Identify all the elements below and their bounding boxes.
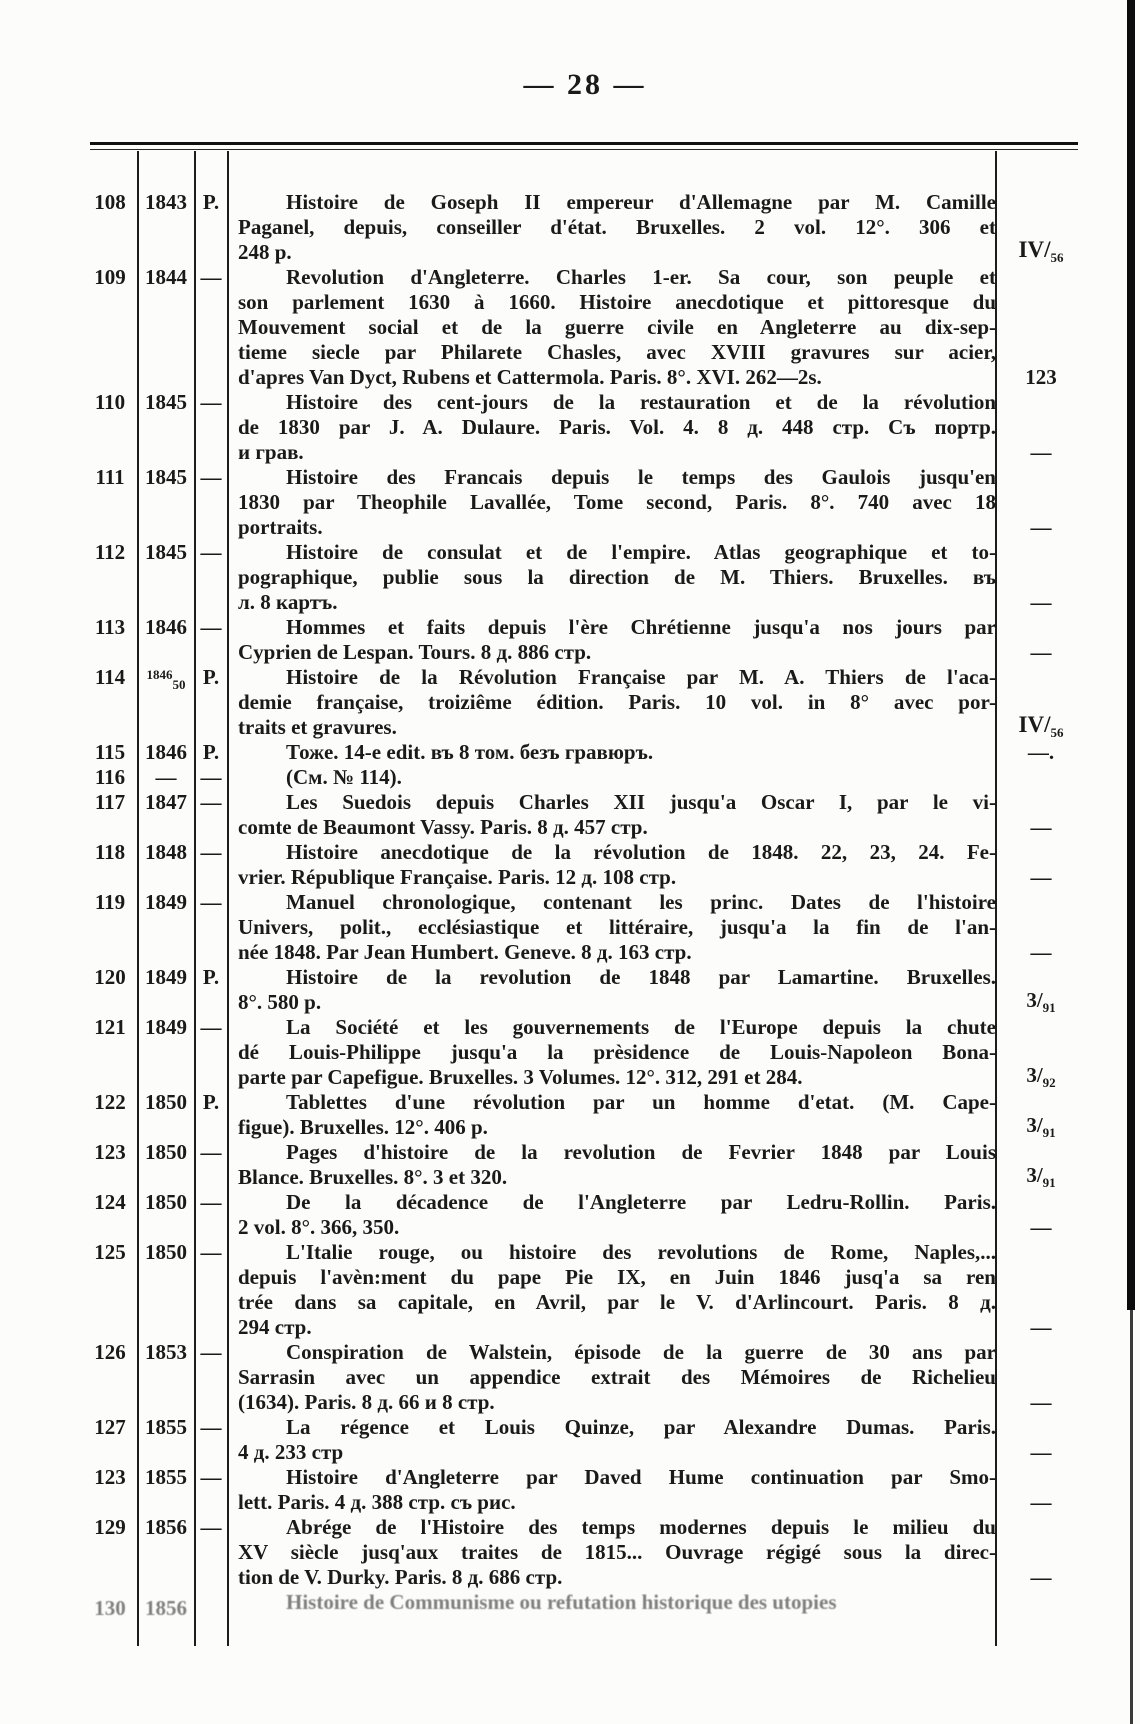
- entry-description: [238, 1190, 996, 1240]
- entry-year: 1845: [145, 465, 187, 489]
- shelf-mark-subscript: 56: [1050, 250, 1064, 265]
- table-top-rule-thin: [90, 149, 1078, 150]
- entry-description: [238, 615, 996, 665]
- entry-number: 122: [94, 1090, 126, 1114]
- entry-ownership-flag: —: [200, 890, 222, 914]
- entry-ownership-flag: —: [200, 790, 222, 814]
- entry-description-line: Histoire de consulat et de l'empire. Atlas geographique et to-: [286, 540, 996, 564]
- shelf-mark-main: —: [1030, 515, 1052, 539]
- entry-year: 1846: [145, 740, 187, 764]
- shelf-mark-subscript: 56: [1050, 725, 1064, 740]
- entry-description-line: Histoire d'Angleterre par Daved Hume continuation par Smo-: [286, 1465, 996, 1489]
- catalog-entry-row: [0, 465, 1140, 540]
- entry-number: 120: [94, 965, 126, 989]
- entry-shelf-mark: [1000, 590, 1082, 615]
- shelf-mark-main: —: [1030, 440, 1052, 464]
- entry-year: 1843: [145, 190, 187, 214]
- entry-year: 1850: [145, 1240, 187, 1264]
- entry-description-line: (См. № 114).: [286, 765, 402, 789]
- entry-number: 121: [94, 1015, 126, 1039]
- entry-shelf-mark: [1000, 1565, 1082, 1590]
- entry-ownership-flag: —: [200, 765, 222, 789]
- shelf-mark-subscript: 91: [1042, 1175, 1056, 1190]
- entry-description-line: Univers, polit., ecclésiastique et littéraire, jusqu'a la fin de l'an-: [238, 915, 996, 939]
- shelf-mark-main: IV/: [1018, 237, 1051, 262]
- entry-description-line: Тоже. 14-е edit. въ 8 том. безъ гравюръ.: [286, 740, 654, 764]
- entry-number: 118: [94, 840, 126, 864]
- shelf-mark-main: —: [1030, 1490, 1052, 1514]
- entry-number: 114: [94, 665, 126, 689]
- catalog-entry-row: [0, 1465, 1140, 1515]
- entry-number: 111: [95, 465, 125, 489]
- entry-description-line: Hommes et faits depuis l'ère Chrétienne jusqu'a nos jours par: [286, 615, 996, 639]
- shelf-mark-main: —: [1030, 640, 1052, 664]
- entry-description: [238, 1515, 996, 1590]
- shelf-mark-main: —: [1030, 940, 1052, 964]
- entry-description-line: Histoire de la revolution de 1848 par Lamartine. Bruxelles.: [286, 965, 996, 989]
- entry-description-line: vrier. République Française. Paris. 12 д. 108 стр.: [238, 865, 677, 889]
- entry-number: 117: [94, 790, 126, 814]
- entry-year: 1850: [145, 1140, 187, 1164]
- entry-description-line: née 1848. Par Jean Humbert. Geneve. 8 д. 163 стр.: [238, 940, 692, 964]
- shelf-mark-main: —: [1030, 1315, 1052, 1339]
- entry-ownership-flag: —: [200, 1190, 222, 1214]
- entry-ownership-flag: P.: [202, 1090, 220, 1114]
- entry-year: 1845: [145, 540, 187, 564]
- catalog-entry-row: [0, 615, 1140, 665]
- entry-description: [238, 540, 996, 615]
- entry-description-line: Manuel chronologique, contenant les princ. Dates de l'histoire: [286, 890, 996, 914]
- entry-number: 109: [94, 265, 126, 289]
- entry-ownership-flag: P.: [202, 190, 220, 214]
- catalog-entry-row: [0, 1240, 1140, 1340]
- catalog-entry-row: [0, 265, 1140, 390]
- entry-description-line: 8°. 580 p.: [238, 990, 322, 1014]
- entry-shelf-mark: [1000, 515, 1082, 540]
- entry-description-line: XV siècle jusq'aux traites de 1815... Ouvrage régigé sous la direc-: [238, 1540, 996, 1564]
- entry-description-line: portraits.: [238, 515, 323, 539]
- entry-ownership-flag: —: [200, 1015, 222, 1039]
- entry-number: 130: [94, 1596, 126, 1620]
- shelf-mark-main: 123: [1025, 365, 1057, 389]
- entry-number: 113: [94, 615, 126, 639]
- shelf-mark-main: 3/: [1026, 1063, 1043, 1087]
- entry-year: 1846: [145, 615, 187, 639]
- entry-number: 108: [94, 190, 126, 214]
- entry-number: 126: [94, 1340, 126, 1364]
- entry-description: [238, 1465, 996, 1515]
- entry-description: [238, 1090, 996, 1140]
- shelf-mark-main: —: [1030, 865, 1052, 889]
- entry-description-line: comte de Beaumont Vassy. Paris. 8 д. 457 стр.: [238, 815, 648, 839]
- entry-shelf-mark: [1000, 712, 1082, 740]
- entry-description: [238, 965, 996, 1015]
- entry-number: 127: [94, 1415, 126, 1439]
- entry-year: 1853: [145, 1340, 187, 1364]
- entry-description-line: 2 vol. 8°. 366, 350.: [238, 1215, 400, 1239]
- entry-number: 115: [94, 740, 126, 764]
- entry-description-line: Conspiration de Walstein, épisode de la guerre de 30 ans par: [286, 1340, 996, 1364]
- entry-description: [238, 1590, 996, 1615]
- entry-ownership-flag: —: [200, 1240, 222, 1264]
- entry-ownership-flag: P.: [202, 740, 220, 764]
- entry-shelf-mark: [1000, 365, 1082, 390]
- entry-shelf-mark: [1000, 740, 1082, 765]
- entry-description-line: Histoire de Communisme ou refutation historique des utopies: [286, 1590, 837, 1614]
- entry-ownership-flag: —: [200, 1515, 222, 1539]
- entry-description-line: 294 стр.: [238, 1315, 312, 1339]
- entry-number: 119: [94, 890, 126, 914]
- entry-description-line: Histoire des Francais depuis le temps des Gaulois jusqu'en: [286, 465, 996, 489]
- table-top-rule-thick: [90, 142, 1078, 145]
- entry-number: 123: [94, 1140, 126, 1164]
- entry-description-line: и грав.: [238, 440, 304, 464]
- entry-description: [238, 1415, 996, 1465]
- entry-description-line: traits et gravures.: [238, 715, 397, 739]
- entry-ownership-flag: —: [200, 1340, 222, 1364]
- shelf-mark-main: 3/: [1026, 988, 1043, 1012]
- entry-number: 123: [94, 1465, 126, 1489]
- entry-year: 1847: [145, 790, 187, 814]
- catalog-entry-row: [0, 1015, 1140, 1090]
- entry-year-upper: 1846: [146, 667, 173, 682]
- entry-description-line: 1830 par Theophile Lavallée, Tome second, Paris. 8°. 740 avec 18: [238, 490, 996, 514]
- catalog-entry-row: [0, 1515, 1140, 1590]
- entry-shelf-mark: [1000, 865, 1082, 890]
- shelf-mark-main: —: [1030, 1565, 1052, 1589]
- entry-description: [238, 1340, 996, 1415]
- entry-description-line: Cyprien de Lespan. Tours. 8 д. 886 стр.: [238, 640, 592, 664]
- entry-year: 1845: [145, 390, 187, 414]
- entry-description: [238, 1240, 996, 1340]
- entry-year: 1850: [145, 1090, 187, 1114]
- entry-number: 116: [94, 765, 126, 789]
- entry-description-line: Histoire anecdotique de la révolution de 1848. 22, 23, 24. Fe-: [286, 840, 996, 864]
- entry-description: [238, 790, 996, 840]
- entry-description-line: La régence et Louis Quinze, par Alexandre Dumas. Paris.: [286, 1415, 996, 1439]
- entry-year-lower: 50: [172, 677, 186, 692]
- entry-shelf-mark: [1000, 988, 1082, 1015]
- shelf-mark-main: 3/: [1026, 1113, 1043, 1137]
- entry-description-line: pographique, publie sous la direction de M. Thiers. Bruxelles. въ: [238, 565, 996, 589]
- entry-description-line: depuis l'avèn:ment du pape Pie IX, en Juin 1846 jusq'a sa ren: [238, 1265, 996, 1289]
- entry-shelf-mark: [1000, 1440, 1082, 1465]
- page-number: — 28 —: [523, 68, 647, 101]
- entry-description-line: (1634). Paris. 8 д. 66 и 8 стр.: [238, 1390, 495, 1414]
- entry-year: 1849: [145, 1015, 187, 1039]
- entry-number: 125: [94, 1240, 126, 1264]
- shelf-mark-main: —: [1030, 815, 1052, 839]
- shelf-mark-main: —: [1030, 1215, 1052, 1239]
- entry-year: 1856: [145, 1596, 187, 1620]
- entry-ownership-flag: P.: [202, 665, 220, 689]
- catalog-entry-row: [0, 1340, 1140, 1415]
- entry-shelf-mark: [1000, 640, 1082, 665]
- entry-ownership-flag: —: [200, 465, 222, 489]
- entry-shelf-mark: [1000, 1063, 1082, 1090]
- entry-description-line: Revolution d'Angleterre. Charles 1-er. Sa cour, son peuple et: [286, 265, 996, 289]
- entry-description-line: 4 д. 233 стр: [238, 1440, 344, 1464]
- entry-shelf-mark: [1000, 1315, 1082, 1340]
- entry-description-line: figue). Bruxelles. 12°. 406 p.: [238, 1115, 488, 1139]
- entry-shelf-mark: [1000, 1490, 1082, 1515]
- catalog-entry-row: [0, 790, 1140, 840]
- catalog-entry-row: [0, 190, 1140, 265]
- entry-description-line: lett. Paris. 4 д. 388 стр. съ рис.: [238, 1490, 516, 1514]
- shelf-mark-main: —: [1030, 590, 1052, 614]
- entry-description-line: tion de V. Durky. Paris. 8 д. 686 стр.: [238, 1565, 563, 1589]
- entry-shelf-mark: [1000, 1113, 1082, 1140]
- entry-description: [238, 665, 996, 740]
- shelf-mark-subscript: 91: [1042, 1000, 1056, 1015]
- entry-description-line: Histoire de la Révolution Française par M. A. Thiers de l'aca-: [286, 665, 996, 689]
- catalog-entry-row: [0, 1415, 1140, 1465]
- entry-number: 112: [94, 540, 126, 564]
- entry-ownership-flag: —: [200, 540, 222, 564]
- entry-description-line: Pages d'histoire de la revolution de Fevrier 1848 par Louis: [286, 1140, 996, 1164]
- entry-ownership-flag: —: [200, 615, 222, 639]
- entry-shelf-mark: [1000, 440, 1082, 465]
- entry-shelf-mark: [1000, 1215, 1082, 1240]
- catalog-entry-row: [0, 840, 1140, 890]
- entry-shelf-mark: [1000, 1390, 1082, 1415]
- entry-description: [238, 465, 996, 540]
- entry-year: 1849: [145, 965, 187, 989]
- entry-shelf-mark: [1000, 1163, 1082, 1190]
- entry-description-line: Les Suedois depuis Charles XII jusqu'a Oscar I, par le vi-: [286, 790, 996, 814]
- catalog-entry-row: [0, 965, 1140, 1015]
- entry-description-line: Blance. Bruxelles. 8°. 3 et 320.: [238, 1165, 508, 1189]
- entry-description-line: De la décadence de l'Angleterre par Ledru-Rollin. Paris.: [286, 1190, 996, 1214]
- entry-ownership-flag: —: [200, 390, 222, 414]
- entry-description-line: d'apres Van Dyct, Rubens et Cattermola. Paris. 8°. XVI. 262—2s.: [238, 365, 822, 389]
- entry-description: [238, 765, 996, 790]
- shelf-mark-main: —: [1030, 1440, 1052, 1464]
- shelf-mark-subscript: 92: [1042, 1075, 1056, 1090]
- shelf-mark-subscript: 91: [1042, 1125, 1056, 1140]
- shelf-mark-main: —: [1030, 1390, 1052, 1414]
- catalog-entry-row: [0, 665, 1140, 740]
- shelf-mark-main: —.: [1027, 740, 1055, 764]
- entry-year: —: [155, 765, 177, 789]
- catalog-entry-row: [0, 1190, 1140, 1240]
- entry-description-line: son parlement 1630 à 1660. Histoire anecdotique et pittoresque du: [238, 290, 996, 314]
- catalog-entry-row: [0, 740, 1140, 765]
- entry-description-line: Paganel, depuis, conseiller d'état. Bruxelles. 2 vol. 12°. 306 et: [238, 215, 996, 239]
- entry-ownership-flag: —: [200, 1140, 222, 1164]
- shelf-mark-main: 3/: [1026, 1163, 1043, 1187]
- entry-year: 1856: [145, 1515, 187, 1539]
- entry-description: [238, 890, 996, 965]
- entry-ownership-flag: —: [200, 1465, 222, 1489]
- entry-year: 1850: [145, 1190, 187, 1214]
- catalog-entry-row: [0, 765, 1140, 790]
- entry-ownership-flag: P.: [202, 965, 220, 989]
- catalog-entry-row: [0, 890, 1140, 965]
- entry-description-line: Abrége de l'Histoire des temps modernes depuis le milieu du: [286, 1515, 996, 1539]
- entry-year: 1844: [145, 265, 187, 289]
- catalog-entry-row: [0, 1590, 1140, 1620]
- entry-description-line: dé Louis-Philippe jusqu'a la prèsidence de Louis-Napoleon Bona-: [238, 1040, 996, 1064]
- entry-shelf-mark: [1000, 815, 1082, 840]
- entry-description: [238, 740, 996, 765]
- entry-description-line: 248 p.: [238, 240, 292, 264]
- entry-shelf-mark: [1000, 940, 1082, 965]
- entry-description-line: La Société et les gouvernements de l'Europe depuis la chute: [286, 1015, 996, 1039]
- entry-description-line: Tablettes d'une révolution par un homme d'etat. (M. Cape-: [286, 1090, 996, 1114]
- entry-description: [238, 265, 996, 390]
- entry-description-line: L'Italie rouge, ou histoire des revolutions de Rome, Naples,...: [286, 1240, 996, 1264]
- entry-description-line: Histoire de Goseph II empereur d'Allemagne par M. Camille: [286, 190, 996, 214]
- entry-ownership-flag: —: [200, 265, 222, 289]
- entry-description-line: л. 8 картъ.: [238, 590, 338, 614]
- entry-year: 1849: [145, 890, 187, 914]
- entry-ownership-flag: —: [200, 840, 222, 864]
- entry-number: 129: [94, 1515, 126, 1539]
- entry-year: 1848: [145, 840, 187, 864]
- catalog-entry-row: [0, 1090, 1140, 1140]
- entry-description: [238, 390, 996, 465]
- entry-description-line: tieme siecle par Philarete Chasles, avec XVIII gravures sur acier,: [238, 340, 996, 364]
- entry-shelf-mark: [1000, 237, 1082, 265]
- entry-ownership-flag: —: [200, 1415, 222, 1439]
- entry-number: 124: [94, 1190, 126, 1214]
- entry-description: [238, 840, 996, 890]
- entry-description: [238, 1140, 996, 1190]
- shelf-mark-main: IV/: [1018, 712, 1051, 737]
- entry-description-line: de 1830 par J. A. Dulaure. Paris. Vol. 4. 8 д. 448 стр. Съ портр.: [238, 415, 996, 439]
- entry-year: [139, 665, 193, 692]
- catalog-entry-row: [0, 1140, 1140, 1190]
- entry-year: 1855: [145, 1465, 187, 1489]
- entry-description-line: Histoire des cent-jours de la restauration et de la révolution: [286, 390, 996, 414]
- entry-number: 110: [94, 390, 126, 414]
- catalog-entry-row: [0, 390, 1140, 465]
- entry-description: [238, 190, 996, 265]
- entry-year: 1855: [145, 1415, 187, 1439]
- entry-description-line: Sarrasin avec un appendice extrait des Mémoires de Richelieu: [238, 1365, 996, 1389]
- entry-description-line: demie française, troiziême édition. Paris. 10 vol. in 8° avec por-: [238, 690, 996, 714]
- entry-description-line: parte par Capefigue. Bruxelles. 3 Volumes. 12°. 312, 291 et 284.: [238, 1065, 803, 1089]
- entry-description: [238, 1015, 996, 1090]
- catalog-entry-row: [0, 540, 1140, 615]
- catalog-entries: [0, 190, 1140, 1620]
- entry-description-line: trée dans sa capitale, en Avril, par le V. d'Arlincourt. Paris. 8 д.: [238, 1290, 996, 1314]
- entry-description-line: Mouvement social et de la guerre civile en Angleterre au dix-sep-: [238, 315, 996, 339]
